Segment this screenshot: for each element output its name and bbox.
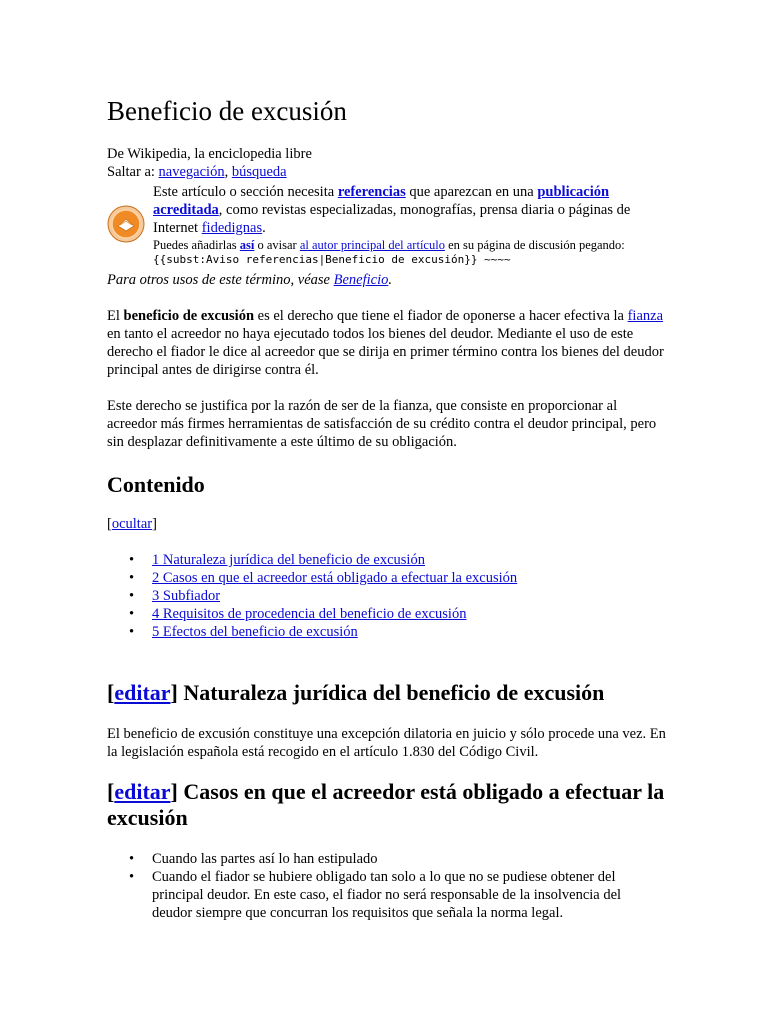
toc-link-1[interactable]: 1 Naturaleza jurídica del beneficio de excusión [152, 552, 425, 568]
notice-publication-link[interactable]: publicación acreditada [153, 184, 610, 218]
notice-howto-3: en su página de discusión pegando: [444, 238, 625, 252]
notice-trustworthy-link[interactable]: fidedignas [201, 220, 263, 236]
notice-text-2: que aparezcan en una [405, 184, 538, 200]
section-2-list [107, 850, 652, 922]
toc-link-3[interactable]: 3 Subfiador [152, 588, 221, 604]
notice-template-code: {{subst:Aviso referencias|Beneficio de excusión}} ~~~~ [153, 253, 511, 266]
toc-item [107, 551, 517, 569]
intro-paragraph-1 [107, 307, 667, 379]
toc-toggle [107, 515, 157, 533]
toc-item [107, 623, 517, 641]
intro-paragraph-2: Este derecho se justifica por la razón de ser de la fianza, que consiste en proporcionar al acreedor más firmes herramientas de satisfacción de su crédito contra el deudor principal, pero sin desplazar definitivamente a este último de su obligación. [107, 398, 657, 450]
hatnote-prefix: Para otros usos de este término, véase [107, 272, 334, 288]
notice-howto [153, 237, 667, 253]
jump-separator: , [224, 164, 232, 180]
section-2-title: Casos en que el acreedor está obligado a efectuar la excusión [107, 779, 665, 830]
edit-bracket-open: [ [107, 779, 115, 804]
references-notice [107, 183, 667, 267]
notice-howto-1: Puedes añadirlas [153, 238, 240, 252]
toc-bracket-open: [ [107, 516, 112, 532]
toc-list [107, 551, 517, 641]
section-heading-naturaleza [107, 680, 687, 706]
notice-how-link[interactable]: así [239, 238, 255, 252]
toc-link-2[interactable]: 2 Casos en que el acreedor está obligado a efectuar la excusión [152, 570, 518, 586]
section-1-paragraph: El beneficio de excusión constituye una excepción dilatoria en juicio y sólo procede una vez. En la legislación española está recogido en el artículo 1.830 del Código Civil. [107, 726, 666, 760]
jump-prefix: Saltar a: [107, 164, 159, 180]
list-item: • Cuando el fiador se hubiere obligado tan solo a lo que no se pudiese obtener del principal deudor. En este caso, el fiador no será responsable de la insolvencia del deudor siempre que concurran los requisitos que señala la norma legal. [107, 868, 652, 922]
jump-search-link[interactable]: búsqueda [231, 164, 287, 180]
toc-bracket-close: ] [152, 516, 157, 532]
notice-text-3: , como revistas especializadas, monografías, prensa diaria o páginas de Internet [153, 202, 631, 236]
edit-bracket-close: ] [170, 680, 184, 705]
section-heading-casos [107, 779, 687, 831]
toc-title: Contenido [107, 472, 205, 497]
toc-item [107, 569, 517, 587]
article-meta [107, 145, 312, 181]
edit-link-section-2[interactable]: editar [114, 779, 171, 804]
notice-text-1: Este artículo o sección necesita [153, 184, 338, 200]
toc-link-5[interactable]: 5 Efectos del beneficio de excusión [152, 624, 358, 640]
hatnote-link[interactable]: Beneficio [333, 272, 389, 288]
intro-p1-b: es el derecho que tiene el fiador de oponerse a hacer efectiva la [254, 308, 628, 324]
intro-term: beneficio de excusión [123, 308, 255, 324]
fianza-link[interactable]: fianza [627, 308, 664, 324]
notice-howto-2: o avisar [254, 238, 300, 252]
jump-navigation-link[interactable]: navegación [158, 164, 225, 180]
edit-link-section-1[interactable]: editar [114, 680, 171, 705]
disambiguation-hatnote [107, 271, 392, 289]
notice-author-link[interactable]: al autor principal del artículo [299, 238, 445, 252]
notice-main [153, 183, 667, 237]
toc-item [107, 587, 517, 605]
references-needed-icon [107, 205, 145, 243]
edit-bracket-close: ] [170, 779, 184, 804]
toc-link-4[interactable]: 4 Requisitos de procedencia del beneficio de excusión [152, 606, 467, 622]
notice-references-link[interactable]: referencias [337, 184, 406, 200]
toc-item [107, 605, 517, 623]
jump-links [107, 163, 312, 181]
page-title: Beneficio de excusión [107, 96, 347, 126]
edit-bracket-open: [ [107, 680, 115, 705]
list-item: • Cuando las partes así lo han estipulado [107, 850, 652, 868]
notice-text-4: . [262, 220, 266, 236]
section-1-title: Naturaleza jurídica del beneficio de excusión [183, 680, 605, 705]
toc-hide-link[interactable]: ocultar [111, 516, 153, 532]
hatnote-suffix: . [388, 272, 392, 288]
notice-text [153, 183, 667, 267]
intro-p1-a: El [107, 308, 124, 324]
intro-p1-c: en tanto el acreedor no haya ejecutado todos los bienes del deudor. Mediante el uso de este derecho el fiador le dice al acreedor que se dirija en primer término contra los bienes del deudor principal antes de dirigirse contra él. [107, 326, 664, 378]
site-subtitle: De Wikipedia, la enciclopedia libre [107, 146, 312, 162]
